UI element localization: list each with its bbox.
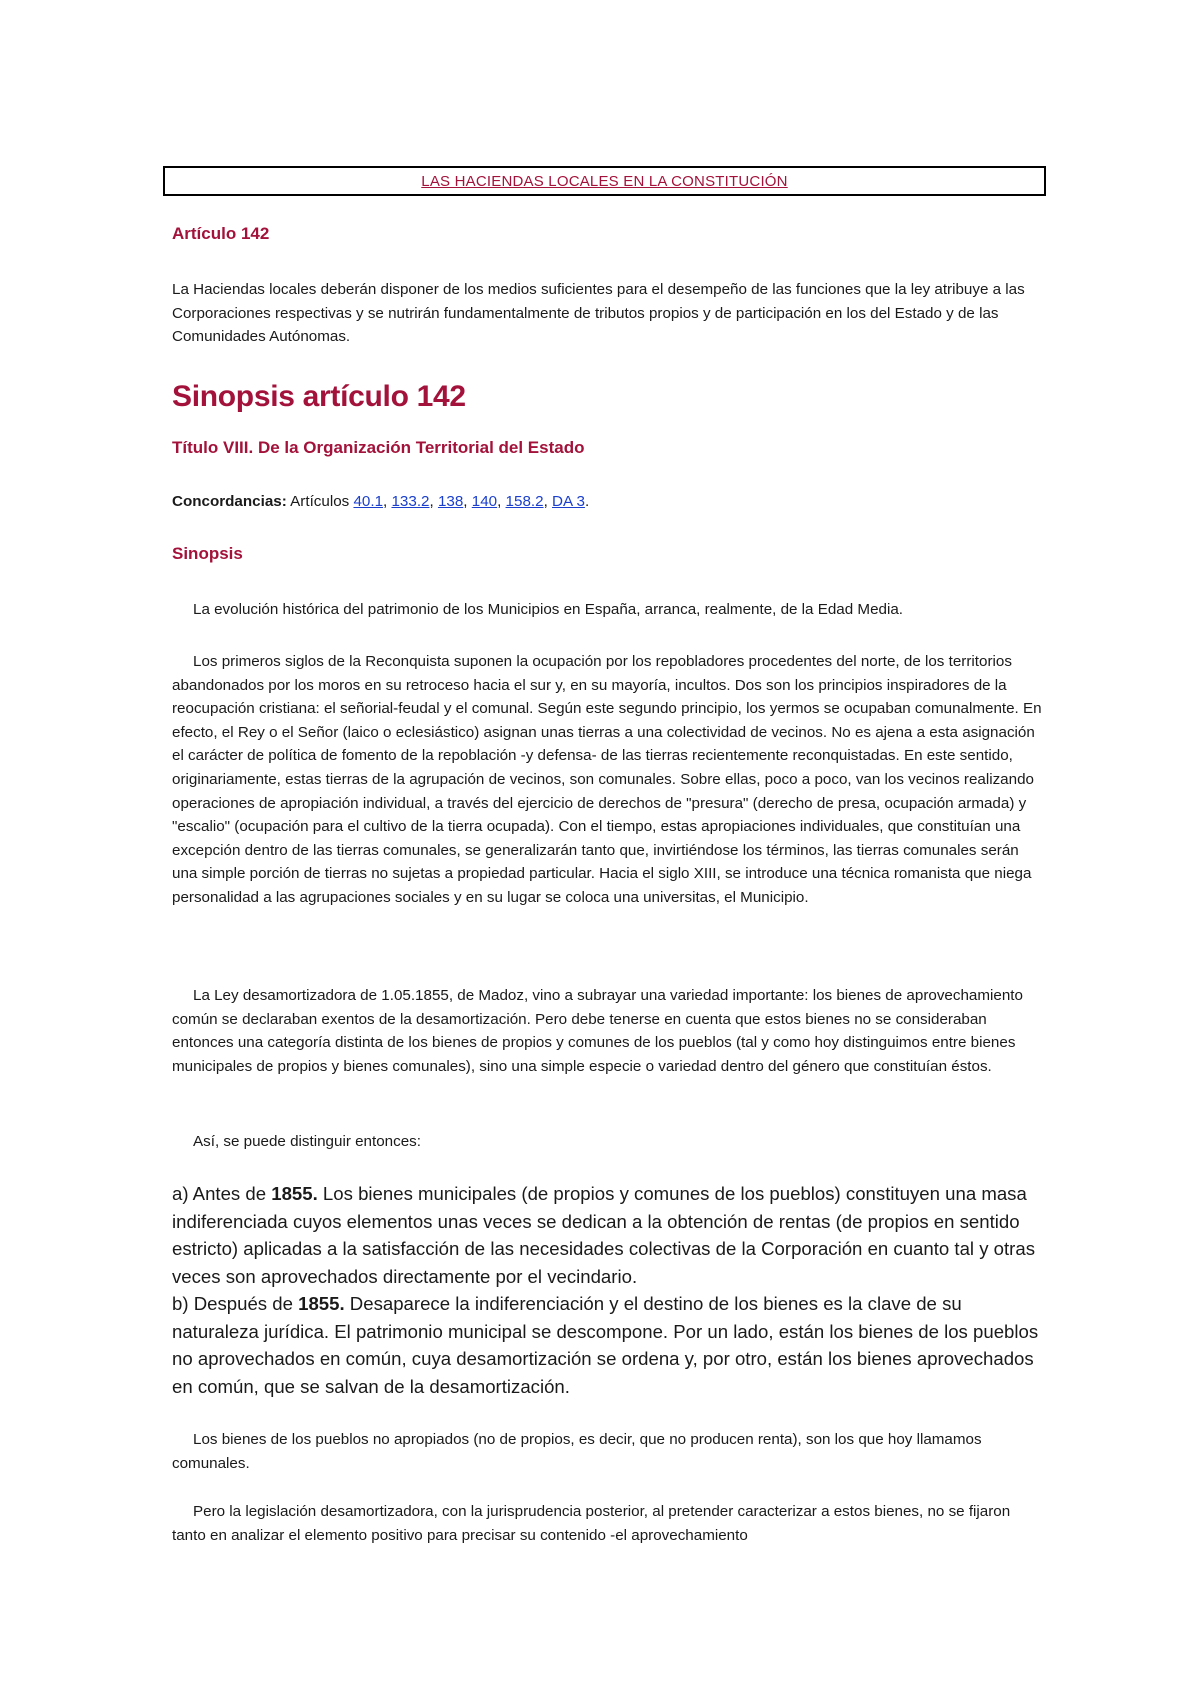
paragraph-3: La Ley desamortizadora de 1.05.1855, de Madoz, vino a subrayar una variedad importante: los bienes de aprovechamiento común se declaraban exentos de la desamortización. Pero debe tenerse en cuenta que estos bienes no se consideraban entonces una categoría distinta de los bienes de propios y comunes de los pueblos (tal y como hoy distinguimos entre bienes municipales de propios y bienes comunales), sino una simple especie o variedad dentro del género que constituían éstos. [172,987,1023,1075]
paragraph-5: Los bienes de los pueblos no apropiados (no de propios, es decir, que no producen renta), son los que hoy llamamos comunales. [172,1431,982,1472]
link-da-3[interactable]: DA 3 [552,493,585,510]
link-158-2[interactable]: 158.2 [505,493,544,510]
paragraph-2: Los primeros siglos de la Reconquista suponen la ocupación por los repobladores procedentes del norte, de los territorios abandonados por los moros en su retroceso hacia el sur y, en su mayoría, incultos. Dos son los principios inspiradores de la reocupación cristiana: el señorial-feudal y el comunal. Según este segundo principio, los yermos se ocupaban comunalmente. En efecto, el Rey o el Señor (laico o eclesiástico) asignan unas tierras a una colectividad de vecinos. No es ajena a esta asignación el carácter de política de fomento de la repoblación -y defensa- de las tierras recientemente reconquistadas. En este sentido, originariamente, estas tierras de la agrupación de vecinos, son comunales. Sobre ellas, poco a poco, van los vecinos realizando operaciones de apropiación individual, a través del ejercicio de derechos de "presura" (derecho de presa, ocupación armada) y "escalio" (ocupación para el cultivo de la tierra ocupada). Con el tiempo, estas apropiaciones individuales, que constituían una excepción dentro de las tierras comunales, se generalizarán tanto que, invirtiéndose los términos, las tierras comunales serán una simple porción de tierras no sujetas a propiedad particular. Hacia el siglo XIII, se introduce una técnica romanista que niega personalidad a las agrupaciones sociales y en su lugar se coloca una universitas, el Municipio. [172,653,1042,906]
paragraph-4: Así, se puede distinguir entonces: [193,1133,421,1150]
item-b-text: Desaparece la indiferenciación y el destino de los bienes es la clave de su naturaleza jurídica. El patrimonio municipal se descompone. Por un lado, están los bienes de los pueblos no aprovechados en común, cuya desamortización se ordena y, por otro, están los bienes aprovechados en común, que se salvan de la desamortización. [172,1293,1039,1397]
sinopsis-heading: Sinopsis [172,544,243,563]
link-138[interactable]: 138 [437,493,464,510]
paragraph-1: La evolución histórica del patrimonio de los Municipios en España, arranca, realmente, de la Edad Media. [193,601,904,618]
item-b [172,1290,1048,1400]
titulo-heading: Título VIII. De la Organización Territorial del Estado [172,438,585,457]
article-text: La Haciendas locales deberán disponer de los medios suficientes para el desempeño de las funciones que la ley atribuye a las Corporaciones respectivas y se nutrirán fundamentalmente de tributos propios y de participación en los del Estado y de las Comunidades Autónomas. [172,281,1025,346]
document-title: LAS HACIENDAS LOCALES EN LA CONSTITUCIÓN [421,172,788,190]
item-b-year: 1855. [298,1293,345,1314]
concordancias-prefix: Artículos [286,493,354,510]
link-140[interactable]: 140 [471,493,498,510]
item-a [172,1180,1048,1290]
article-heading: Artículo 142 [172,224,270,243]
link-133-2[interactable]: 133.2 [391,493,430,510]
concordancias: Concordancias: Artículos 40.1, 133.2, 138, 140, 158.2, DA 3. [172,493,590,510]
synopsis-title: Sinopsis artículo 142 [172,380,466,413]
paragraph-6: Pero la legislación desamortizadora, con la jurisprudencia posterior, al pretender caracterizar a estos bienes, no se fijaron tanto en analizar el elemento positivo para precisar su contenido -el aprovechamiento [172,1503,1011,1544]
item-a-year: 1855. [271,1183,318,1204]
document-title-box [163,166,1046,196]
concordancias-label: Concordancias: [172,493,287,510]
item-a-label: a) Antes de [172,1183,272,1204]
item-a-text: Los bienes municipales (de propios y comunes de los pueblos) constituyen una masa indiferenciada cuyos elementos unas veces se dedican a la obtención de rentas (de propios en sentido estricto) aplicadas a la satisfacción de las necesidades colectivas de la Corporación en cuanto tal y otras veces son aprovechados directamente por el vecindario. [172,1183,1036,1287]
item-b-label: b) Después de [172,1293,299,1314]
link-40-1[interactable]: 40.1 [353,493,384,510]
